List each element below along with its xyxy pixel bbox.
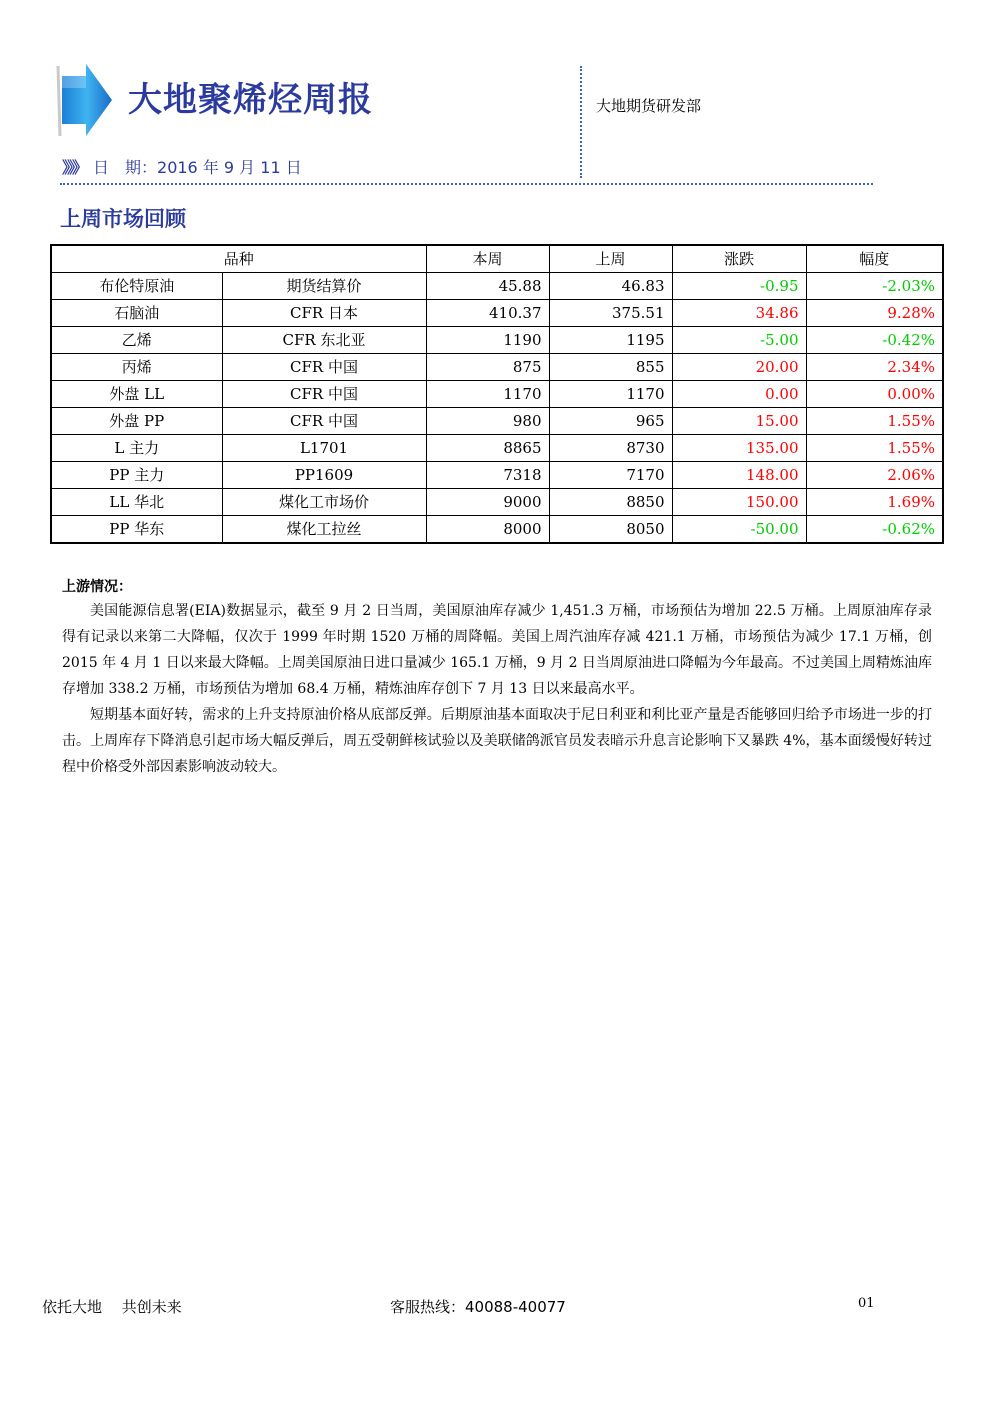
cell-pct: 1.69% [806, 489, 943, 516]
cell-last-week: 8050 [549, 516, 672, 544]
table-row [51, 327, 943, 354]
cell-spec: 煤化工拉丝 [222, 516, 426, 544]
cell-variety: 丙烯 [51, 354, 222, 381]
cell-change: -0.95 [672, 273, 806, 300]
cell-this-week: 1170 [426, 381, 549, 408]
col-header-pct: 幅度 [806, 245, 943, 273]
table-row [51, 489, 943, 516]
col-header-variety: 品种 [51, 245, 426, 273]
cell-this-week: 410.37 [426, 300, 549, 327]
header-separator [60, 183, 873, 185]
cell-pct: -0.42% [806, 327, 943, 354]
cell-change: 150.00 [672, 489, 806, 516]
blue-arrow-icon [52, 58, 114, 142]
cell-spec: CFR 中国 [222, 408, 426, 435]
cell-spec: CFR 中国 [222, 381, 426, 408]
cell-pct: 0.00% [806, 381, 943, 408]
cell-variety: 外盘 PP [51, 408, 222, 435]
cell-spec: CFR 中国 [222, 354, 426, 381]
table-header-row [51, 245, 943, 273]
cell-last-week: 46.83 [549, 273, 672, 300]
cell-this-week: 7318 [426, 462, 549, 489]
header-divider [580, 66, 582, 178]
cell-change: -50.00 [672, 516, 806, 544]
cell-variety: PP 华东 [51, 516, 222, 544]
table-row [51, 516, 943, 544]
date-marker: 》》》 [62, 158, 86, 177]
cell-change: 15.00 [672, 408, 806, 435]
cell-last-week: 7170 [549, 462, 672, 489]
cell-change: 135.00 [672, 435, 806, 462]
cell-last-week: 8730 [549, 435, 672, 462]
cell-pct: -0.62% [806, 516, 943, 544]
col-header-this-week: 本周 [426, 245, 549, 273]
cell-pct: 1.55% [806, 435, 943, 462]
cell-spec: PP1609 [222, 462, 426, 489]
table-row [51, 273, 943, 300]
cell-spec: 煤化工市场价 [222, 489, 426, 516]
cell-this-week: 1190 [426, 327, 549, 354]
section-title: 上周市场回顾 [60, 207, 186, 231]
cell-spec: 期货结算价 [222, 273, 426, 300]
col-header-last-week: 上周 [549, 245, 672, 273]
page-number: 01 [858, 1296, 875, 1311]
cell-this-week: 9000 [426, 489, 549, 516]
cell-variety: 石脑油 [51, 300, 222, 327]
upstream-text [62, 598, 932, 780]
table-row [51, 435, 943, 462]
table-row [51, 408, 943, 435]
department-label: 大地期货研发部 [596, 97, 702, 115]
date-text: 日 期：2016 年 9 月 11 日 [93, 158, 302, 177]
cell-spec: CFR 东北亚 [222, 327, 426, 354]
cell-this-week: 980 [426, 408, 549, 435]
footer-hotline: 客服热线：40088-40077 [390, 1298, 566, 1316]
col-header-change: 涨跌 [672, 245, 806, 273]
cell-pct: -2.03% [806, 273, 943, 300]
cell-last-week: 965 [549, 408, 672, 435]
cell-spec: CFR 日本 [222, 300, 426, 327]
market-review-table [50, 244, 944, 544]
cell-last-week: 1195 [549, 327, 672, 354]
footer-slogan: 依托大地 共创未来 [42, 1298, 182, 1316]
paragraph: 短期基本面好转，需求的上升支持原油价格从底部反弹。后期原油基本面取决于尼日利亚和利比亚产量是否能够回归给予市场进一步的打击。上周库存下降消息引起市场大幅反弹后，周五受朝鲜核试验以及美联储鸽派官员发表暗示升息言论影响下又暴跌 4%，基本面缓慢好转过程中价格受外部因素影响波动较大。 [62, 707, 932, 775]
cell-variety: 外盘 LL [51, 381, 222, 408]
cell-variety: L 主力 [51, 435, 222, 462]
cell-this-week: 875 [426, 354, 549, 381]
report-title: 大地聚烯烃周报 [128, 80, 373, 120]
table-row [51, 462, 943, 489]
cell-variety: 布伦特原油 [51, 273, 222, 300]
cell-pct: 2.06% [806, 462, 943, 489]
cell-last-week: 375.51 [549, 300, 672, 327]
cell-variety: 乙烯 [51, 327, 222, 354]
cell-spec: L1701 [222, 435, 426, 462]
cell-change: 20.00 [672, 354, 806, 381]
cell-variety: LL 华北 [51, 489, 222, 516]
cell-variety: PP 主力 [51, 462, 222, 489]
upstream-heading: 上游情况： [62, 579, 132, 595]
report-date [62, 155, 302, 178]
cell-this-week: 8000 [426, 516, 549, 544]
cell-change: 148.00 [672, 462, 806, 489]
table-row [51, 354, 943, 381]
cell-pct: 2.34% [806, 354, 943, 381]
cell-this-week: 45.88 [426, 273, 549, 300]
cell-this-week: 8865 [426, 435, 549, 462]
table-row [51, 381, 943, 408]
cell-pct: 9.28% [806, 300, 943, 327]
cell-last-week: 8850 [549, 489, 672, 516]
cell-change: -5.00 [672, 327, 806, 354]
cell-last-week: 855 [549, 354, 672, 381]
paragraph: 美国能源信息署(EIA)数据显示，截至 9 月 2 日当周，美国原油库存减少 1,451.3 万桶，市场预估为增加 22.5 万桶。上周原油库存录得有记录以来第二大降幅，仅次于 1999 年时期 1520 万桶的周降幅。美国上周汽油库存减 421.1 万桶，市场预估为减少 17.1 万桶，创 2015 年 4 月 1 日以来最大降幅。上周美国原油日进口量减少 165.1 万桶，9 月 2 日当周原油进口降幅为今年最高。不过美国上周精炼油库存增加 338.2 万桶，市场预估为增加 68.4 万桶，精炼油库存创下 7 月 13 日以来最高水平。 [62, 603, 932, 697]
cell-change: 34.86 [672, 300, 806, 327]
table-row [51, 300, 943, 327]
cell-change: 0.00 [672, 381, 806, 408]
cell-pct: 1.55% [806, 408, 943, 435]
cell-last-week: 1170 [549, 381, 672, 408]
